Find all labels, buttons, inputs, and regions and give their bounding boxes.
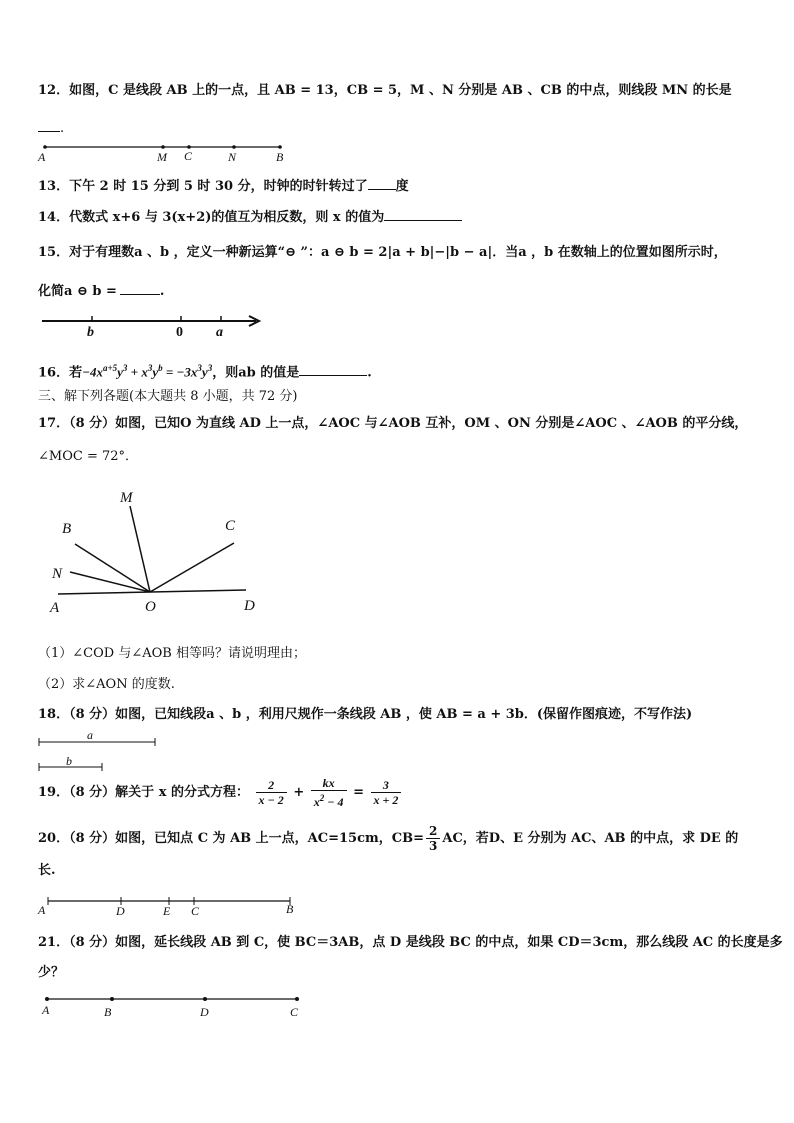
q21-line1: 21．（8 分）如图，延长线段 AB 到 C，使 BC＝3AB，点 D 是线段 BC 的中点，如果 CD＝3cm，那么线段 AC 的长度是多 [38, 935, 783, 950]
q17-label-c: C [225, 518, 236, 534]
q15-expr: 化简a ⊖ b = [38, 284, 117, 299]
q17-label-m: M [120, 490, 133, 506]
q12-label-m: M [157, 150, 167, 164]
q17-sub2: （2）求∠AON 的度数. [38, 677, 175, 692]
q19-f2-num: kx [311, 776, 347, 791]
q12-label-c: C [184, 149, 193, 163]
q19-f3-den: x + 2 [373, 793, 399, 807]
q20-prefix: 20．（8 分）如图，已知点 C 为 AB 上一点，AC=15cm，CB= [38, 831, 425, 846]
q16-exp6: 3 [207, 363, 213, 373]
q16-y2: y [152, 364, 159, 380]
q19-equals: = [353, 785, 364, 800]
q21-label-c: C [290, 1005, 299, 1019]
q18-label-b: b [66, 754, 72, 768]
q12-period: . [60, 121, 65, 136]
q16-prefix: 16．若 [38, 365, 83, 381]
q14-text: 14．代数式 x+6 与 3(x+2)的值互为相反数，则 x 的值为 [38, 210, 385, 225]
q17-line1: 17．（8 分）如图，已知O 为直线 AD 上一点，∠AOC 与∠AOB 互补，OM 、ON 分别是∠AOC 、∠AOB 的平分线， [38, 416, 748, 431]
q19-f1-num: 2 [256, 778, 287, 793]
q21-label-a: A [42, 1003, 50, 1017]
q15-label-b: b [87, 325, 94, 340]
q19-prefix: 19．（8 分）解关于 x 的分式方程： [38, 785, 249, 800]
q16-term1: −4x [82, 364, 103, 380]
q16-exp4: b [158, 363, 163, 373]
q19-f2-den-x: x [313, 795, 320, 809]
q17-sub1: （1）∠COD 与∠AOB 相等吗？请说明理由； [38, 646, 306, 661]
q20-label-d: D [116, 904, 125, 918]
section-3-heading: 三、解下列各题(本大题共 8 小题，共 72 分) [38, 389, 298, 404]
q19-f1-den: x − 2 [258, 793, 284, 807]
q15-label-a: a [216, 325, 223, 340]
q13-text: 13．下午 2 时 15 分到 5 时 30 分，时钟的时针转过了 [38, 179, 368, 194]
q16-question: ，则ab 的值是 [212, 365, 300, 381]
q15-period: . [159, 284, 165, 299]
q20-label-a: A [38, 903, 46, 917]
q20-line2: 长. [38, 863, 56, 878]
q12-label-n: N [228, 150, 237, 164]
q16-rhs: = −3x [162, 364, 198, 380]
q16-y3: y [201, 364, 208, 380]
q17-line2: ∠MOC = 72°． [38, 449, 139, 464]
q20-suffix: AC，若D、E 分别为 AC、AB 的中点，求 DE 的 [442, 831, 739, 846]
q20-f-den: 3 [429, 839, 438, 853]
q17-label-o: O [145, 599, 156, 615]
q20-label-c: C [191, 904, 200, 918]
q20-label-e: E [163, 904, 171, 918]
q21-label-d: D [200, 1005, 209, 1019]
q20-f-num: 2 [426, 824, 440, 839]
q16-exp3: 3 [147, 363, 153, 373]
q16-period: . [367, 365, 372, 381]
q16-exp1: a+5 [102, 363, 118, 373]
q17-label-b: B [62, 521, 72, 537]
q17-label-d: D [244, 598, 255, 614]
q15-label-zero: 0 [176, 325, 183, 340]
q19-f2-den-exp: 2 [319, 793, 325, 803]
q13-unit: 度 [395, 179, 409, 194]
q16-y1: y [117, 364, 123, 380]
q16-term2: + x [127, 364, 148, 380]
q16-exp5: 3 [197, 363, 202, 373]
q18-label-a: a [87, 728, 93, 742]
q19-plus: + [293, 785, 305, 800]
q15-line1: 15．对于有理数a 、b ，定义一种新运算“⊖ ”：a ⊖ b = 2|a + b|−|b − a|．当a ，b 在数轴上的位置如图所示时， [38, 245, 727, 260]
q12-line1: 12．如图，C 是线段 AB 上的一点，且 AB = 13，CB = 5，M 、N 分别是 AB 、CB 的中点，则线段 MN 的长是 [38, 83, 732, 98]
q21-line2: 少？ [38, 965, 65, 980]
q18-line: 18．（8 分）如图，已知线段a 、b ，利用尺规作一条线段 AB ，使 AB = a + 3b．(保留作图痕迹，不写作法) [38, 707, 693, 722]
q20-label-b: B [286, 902, 294, 916]
q17-label-n: N [52, 566, 63, 582]
q17-label-a: A [50, 600, 60, 616]
q19-f3-num: 3 [371, 778, 402, 793]
q16-exp2: 3 [122, 363, 128, 373]
q12-label-a: A [38, 150, 46, 164]
q19-f2-den-rest: − 4 [324, 795, 344, 809]
q21-label-b: B [104, 1005, 112, 1019]
q12-label-b: B [276, 150, 284, 164]
